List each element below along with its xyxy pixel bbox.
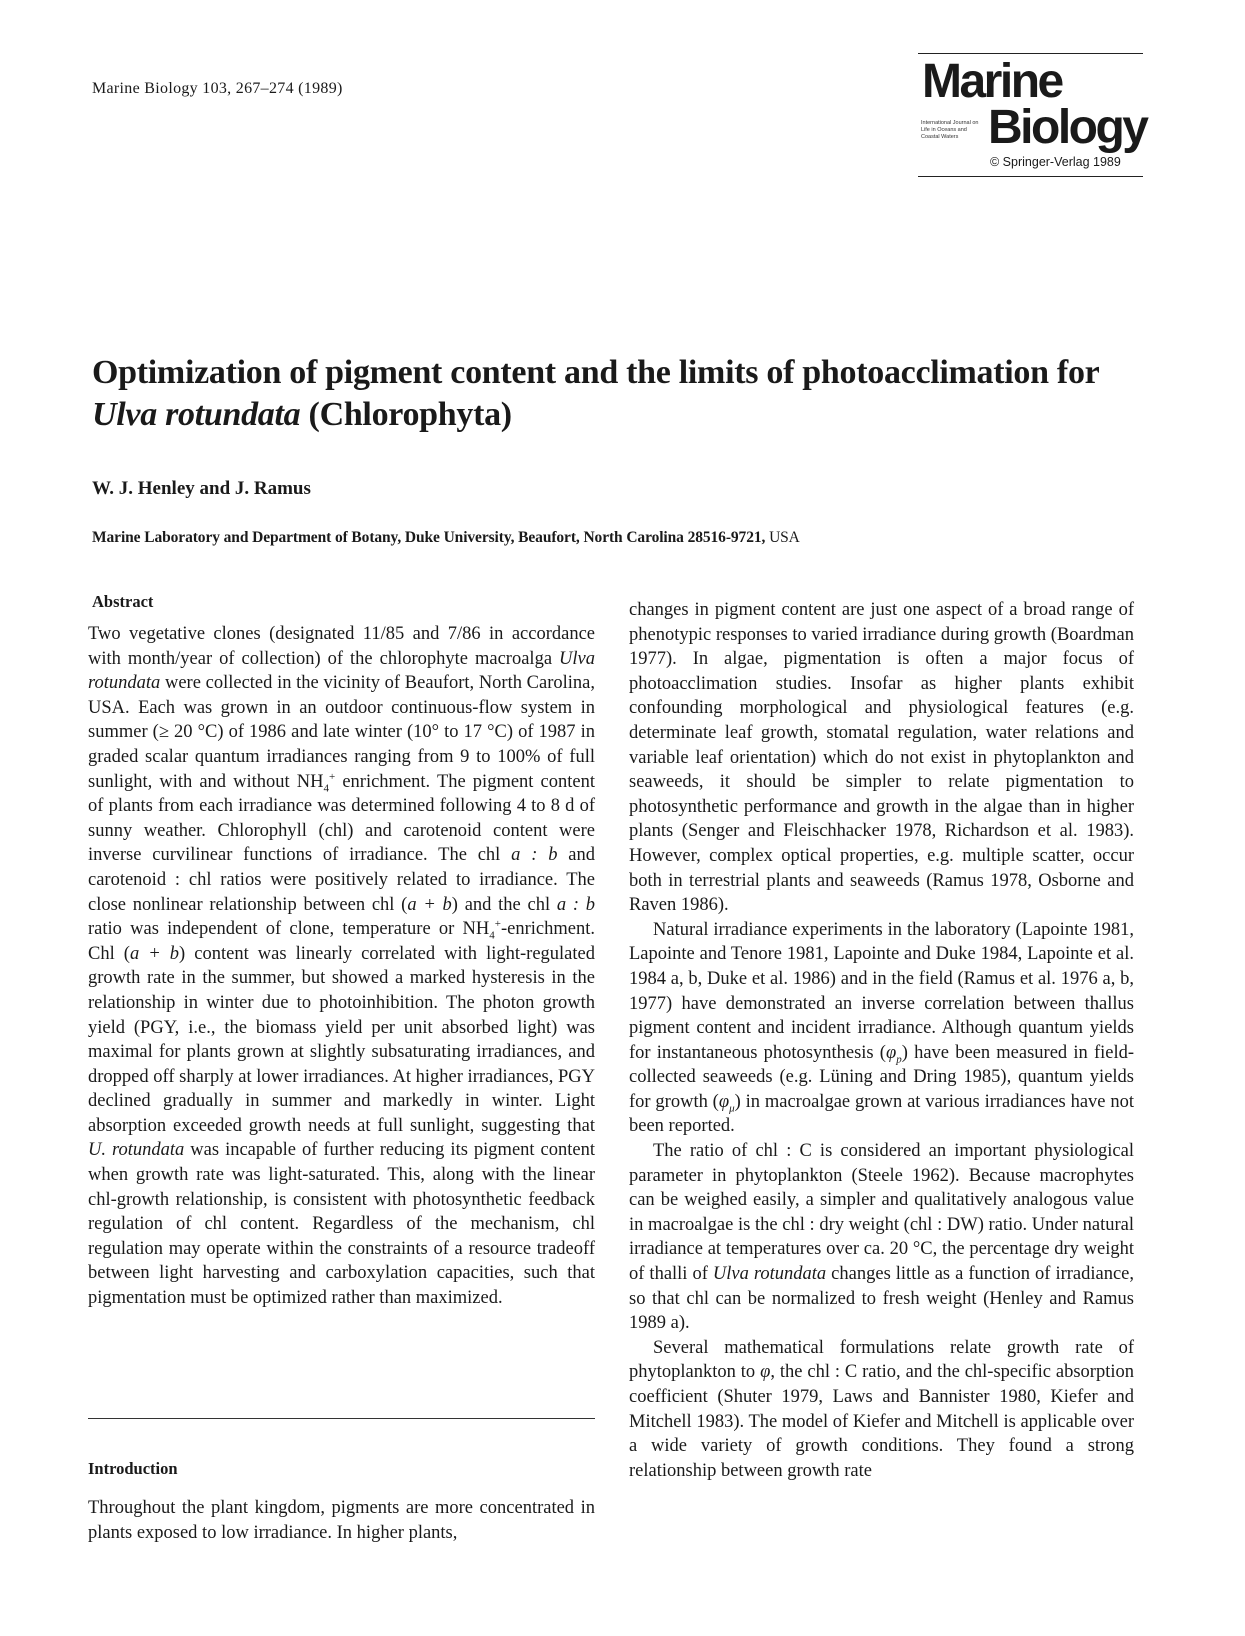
introduction-heading: Introduction: [88, 1459, 178, 1478]
abstract-body: Two vegetative clones (designated 11/85 and 7/86 in accordance with month/year of collection) of the chlorophyte macroalga Ulva rotundata were collected in the vicinity of Beaufort, North Carolina, USA. Each was grown in an outdoor continuous-flow system in summer (≥ 20 °C) of 1986 and late winter (10° to 17 °C) of 1987 in graded scalar quantum irradiances ranging from 9 to 100% of full sunlight, with and without $NH_4^+$ enrichment. The pigment content of plants from each irradiance was determined following 4 to 8 d of sunny weather. Chlorophyll (chl) and carotenoid content were inverse curvilinear functions of irradiance. The chl a : b and carotenoid : chl ratios were positively related to irradiance. The close nonlinear relationship between chl (a + b) and the chl a : b ratio was independent of clone, temperature or $NH_4^+$-enrichment. Chl (a + b) content was linearly correlated with light-regulated growth rate in the summer, but showed a marked hysteresis in the relationship in winter due to photoinhibition. The photon growth yield (PGY, i.e., the biomass yield per unit absorbed light) was maximal for plants grown at slightly subsaturating irradiances, and dropped off sharply at lower irradiances. At higher irradiances, PGY declined gradually in summer and markedly in winter. Light absorption exceeded growth needs at full sunlight, suggesting that U. rotundata was incapable of further reducing its pigment content when growth rate was light-saturated. This, along with the linear chl-growth relationship, is consistent with photosynthetic feedback regulation of chl content. Regardless of the mechanism, chl regulation may operate within the constraints of a resource tradeoff between light harvesting and carboxylation capacities, such that pigmentation must be optimized rather than maximized.: [88, 624, 595, 1309]
journal-logo-subtitle: International Journal on Life in Oceans and Coastal Waters: [921, 120, 979, 140]
logo-top-rule: [918, 53, 1143, 54]
right-column-body: [629, 598, 1134, 1483]
article-title: Optimization of pigment content and the limits of photoacclimation for Ulva rotundata (Chlorophyta): [92, 354, 1099, 433]
section-divider: [88, 1418, 595, 1419]
article-authors: W. J. Henley and J. Ramus: [92, 478, 311, 499]
journal-logo-biology: Biology: [988, 101, 1147, 154]
journal-logo-marine: Marine: [922, 55, 1062, 108]
introduction-paragraph-2: Natural irradiance experiments in the laboratory (Lapointe 1981, Lapointe and Tenore 1981, Lapointe and Duke 1984, Lapointe et al. 1984 a, b, Duke et al. 1986) and in the field (Ramus et al. 1976 a, b, 1977) have demonstrated an inverse correlation between thallus pigment content and incident irradiance. Although quantum yields for instantaneous photosynthesis $(\varphi_p)$ have been measured in field-collected seaweeds (e.g. Lüning and Dring 1985), quantum yields for growth $(\varphi_\mu)$ in macroalgae grown at various irradiances have not been reported.: [629, 919, 1135, 1137]
introduction-paragraph-3: The ratio of chl : C is considered an important physiological parameter in phytoplankton (Steele 1962). Because macrophytes can be weighed easily, a simpler and qualitatively analogous value in macroalgae is the chl : dry weight (chl : DW) ratio. Under natural irradiance at temperatures over ca. 20 °C, the percentage dry weight of thalli of Ulva rotundata changes little as a function of irradiance, so that chl can be normalized to fresh weight (Henley and Ramus 1989 a).: [629, 1141, 1135, 1334]
introduction-paragraph-1-continued: changes in pigment content are just one aspect of a broad range of phenotypic responses to varied irradiance during growth (Boardman 1977). In algae, pigmentation is often a major focus of photoacclimation studies. Insofar as higher plants exhibit confounding morphological and physiological features (e.g. determinate leaf growth, stomatal regulation, water relations and variable leaf orientation) which do not exist in phytoplankton and seaweeds, it should be simpler to relate pigmentation to photosynthetic performance and growth in the algae than in higher plants (Senger and Fleischhacker 1978, Richardson et al. 1983). However, complex optical properties, e.g. multiple scatter, occur both in terrestrial plants and seaweeds (Ramus 1978, Osborne and Raven 1986).: [629, 600, 1135, 916]
abstract-heading: Abstract: [92, 592, 154, 611]
journal-citation: Marine Biology 103, 267–274 (1989): [92, 80, 343, 97]
author-affiliation: Marine Laboratory and Department of Botany, Duke University, Beaufort, North Carolina 28516-9721, USA: [92, 529, 800, 546]
introduction-paragraph-4: Several mathematical formulations relate growth rate of phytoplankton to φ, the chl : C ratio, and the chl-specific absorption coefficient (Shuter 1979, Laws and Bannister 1980, Kiefer and Mitchell 1983). The model of Kiefer and Mitchell is applicable over a wide variety of growth conditions. They found a strong relationship between growth rate: [629, 1337, 1134, 1481]
copyright-notice: © Springer-Verlag 1989: [990, 155, 1121, 169]
logo-bottom-rule: [918, 176, 1143, 177]
introduction-paragraph-1-start: Throughout the plant kingdom, pigments are more concentrated in plants exposed to low irradiance. In higher plants,: [88, 1498, 595, 1543]
title-species: Ulva rotundata: [92, 396, 301, 433]
